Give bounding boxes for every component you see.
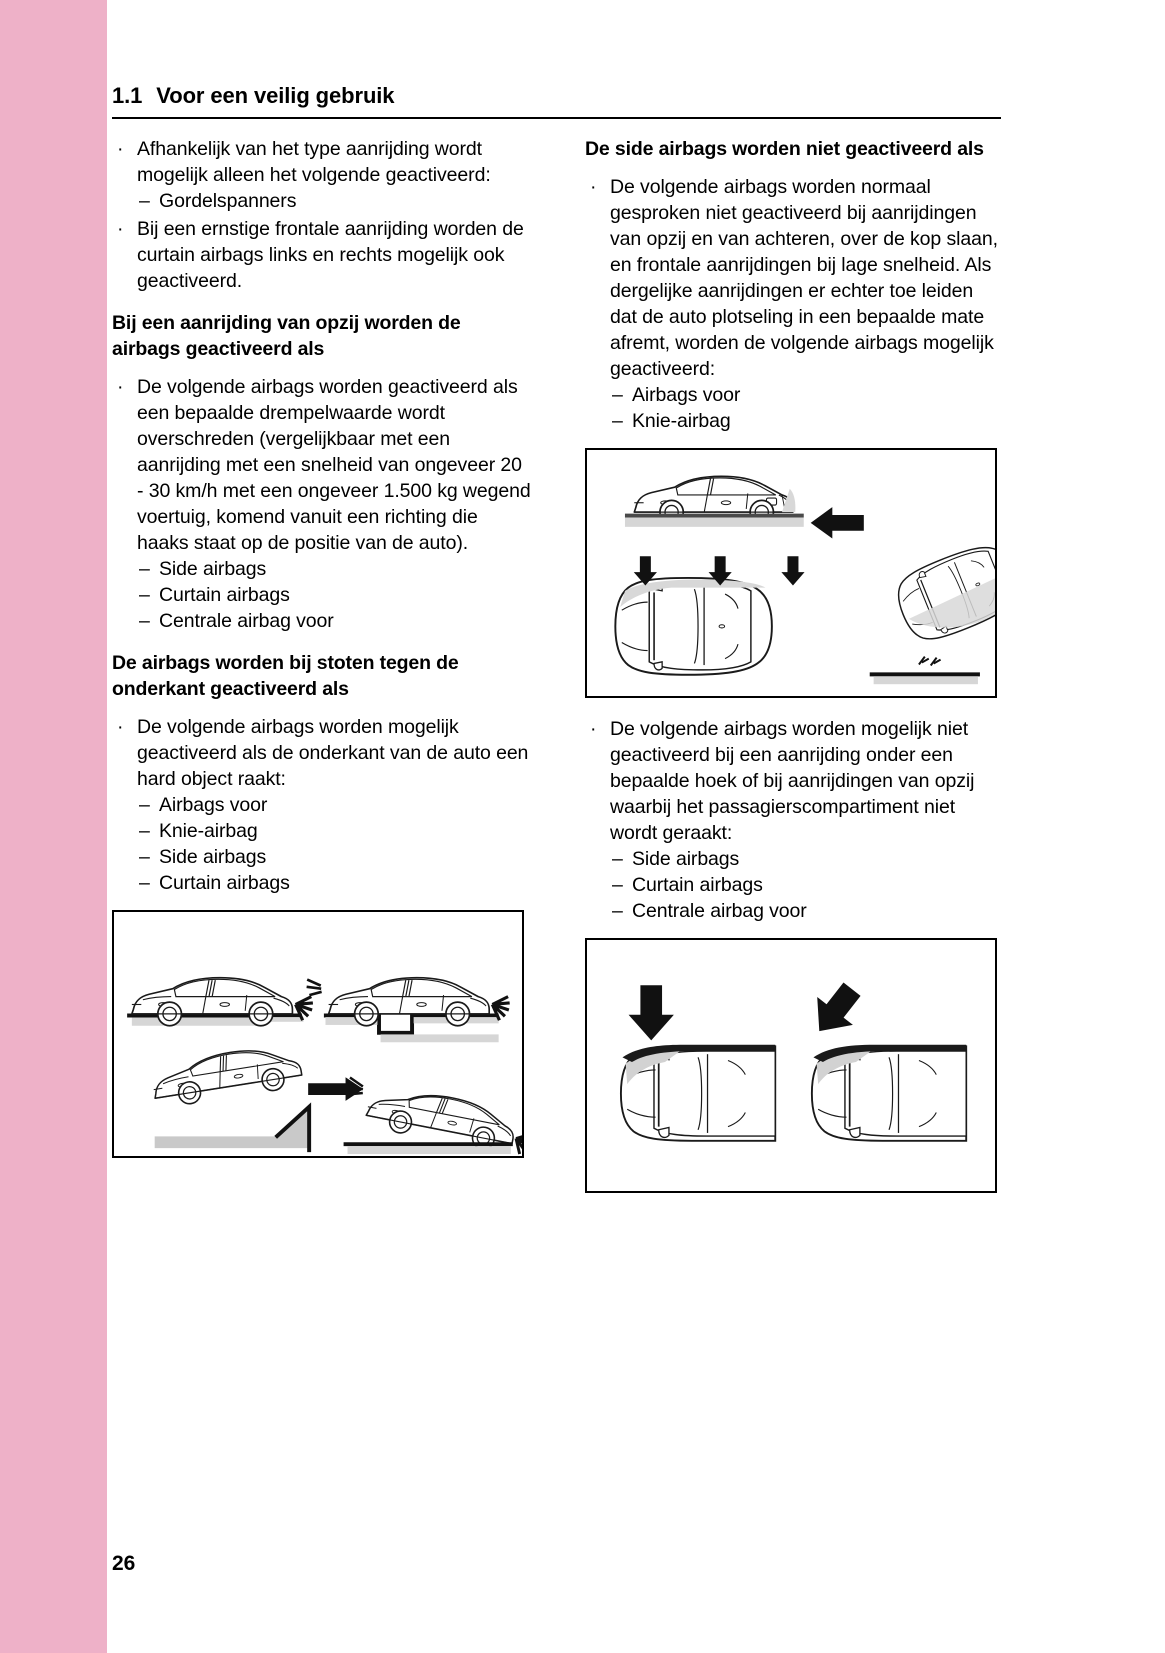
header-divider <box>112 117 1001 119</box>
sub-list-item <box>137 608 532 634</box>
list-item-text: De volgende airbags worden mogelijk niet geactiveerd bij een aanrijding onder een bepaalde hoek of bij aanrijdingen van opzij waarbij het passagierscompartiment niet wordt geraakt: <box>610 718 975 844</box>
dash-marker: – <box>139 820 150 842</box>
list-item <box>585 716 1005 924</box>
sub-list <box>137 556 532 634</box>
sub-list-item <box>137 870 532 896</box>
sub-list-item <box>610 898 1005 924</box>
left-bullet-list-3 <box>112 714 532 896</box>
sub-list-item-text: Curtain airbags <box>159 872 290 894</box>
dash-marker: – <box>612 384 623 406</box>
list-item <box>112 714 532 896</box>
left-bullet-list-1 <box>112 136 532 294</box>
bullet-marker: · <box>117 218 124 240</box>
dash-marker: – <box>139 872 150 894</box>
right-subheading-1: De side airbags worden niet geactiveerd als <box>585 138 984 160</box>
dash-marker: – <box>612 874 623 896</box>
list-item-text: Bij een ernstige frontale aanrijding worden de curtain airbags links en rechts mogelijk ook geactiveerd. <box>137 218 524 292</box>
sub-list-item-text: Knie-airbag <box>632 410 731 432</box>
dash-marker: – <box>139 846 150 868</box>
right-column <box>585 136 1005 1193</box>
bullet-marker: · <box>117 138 124 160</box>
sub-list-item-text: Curtain airbags <box>632 874 763 896</box>
list-item-text: De volgende airbags worden geactiveerd als een bepaalde drempelwaarde wordt overschreden (vergelijkbaar met een aanrijding met een snelheid van ongeveer 20 - 30 km/h met een ongeveer 1.500 kg wegend voertuig, komend vanuit een richting die haaks staat op de positie van de auto). <box>137 376 531 554</box>
section-number: 1.1 <box>112 83 143 108</box>
list-item <box>585 174 1005 434</box>
sub-list-item-text: Gordelspanners <box>159 190 297 212</box>
page-content <box>112 0 1165 1653</box>
section-title: Voor een veilig gebruik <box>156 83 395 108</box>
dash-marker: – <box>139 558 150 580</box>
underbody-impact-figure <box>112 910 524 1158</box>
sub-list-item <box>137 818 532 844</box>
list-item <box>112 136 532 214</box>
dash-marker: – <box>612 410 623 432</box>
sub-list-item <box>610 408 1005 434</box>
dash-marker: – <box>139 584 150 606</box>
page-number: 26 <box>112 1552 136 1575</box>
sub-list-item <box>610 846 1005 872</box>
bullet-marker: · <box>117 716 124 738</box>
left-column <box>112 136 532 1158</box>
sub-list-item-text: Airbags voor <box>632 384 741 406</box>
sub-list-item-text: Centrale airbag voor <box>632 900 807 922</box>
sub-list-item <box>137 582 532 608</box>
sub-list-item <box>137 556 532 582</box>
bullet-marker: · <box>590 176 597 198</box>
page-edge-accent-stripe <box>0 0 107 1653</box>
sub-list-item-text: Knie-airbag <box>159 820 258 842</box>
sub-list <box>610 846 1005 924</box>
left-subheading-2: De airbags worden bij stoten tegen de onderkant geactiveerd als <box>112 652 459 700</box>
bullet-marker: · <box>590 718 597 740</box>
sub-list-item <box>610 382 1005 408</box>
dash-marker: – <box>612 848 623 870</box>
dash-marker: – <box>612 900 623 922</box>
sub-list-item-text: Centrale airbag voor <box>159 610 334 632</box>
sub-list-item-text: Side airbags <box>632 848 740 870</box>
right-bullet-list-2 <box>585 716 1005 924</box>
dash-marker: – <box>139 794 150 816</box>
dash-marker: – <box>139 190 150 212</box>
page-title <box>112 83 1001 109</box>
sub-list <box>137 792 532 896</box>
list-item-text: Afhankelijk van het type aanrijding wordt mogelijk alleen het volgende geactiveerd: <box>137 138 491 186</box>
sub-list-item <box>137 844 532 870</box>
left-bullet-list-2 <box>112 374 532 634</box>
angled-impact-figure <box>585 938 997 1193</box>
dash-marker: – <box>139 610 150 632</box>
list-item-text: De volgende airbags worden mogelijk geactiveerd als de onderkant van de auto een hard object raakt: <box>137 716 529 790</box>
sub-list-item-text: Airbags voor <box>159 794 268 816</box>
sub-list-item <box>137 792 532 818</box>
left-subheading-1: Bij een aanrijding van opzij worden de airbags geactiveerd als <box>112 312 461 360</box>
sub-list-item-text: Side airbags <box>159 846 267 868</box>
sub-list-item <box>137 188 532 214</box>
sub-list-item <box>610 872 1005 898</box>
sub-list-item-text: Curtain airbags <box>159 584 290 606</box>
sub-list <box>610 382 1005 434</box>
list-item <box>112 216 532 294</box>
sub-list-item-text: Side airbags <box>159 558 267 580</box>
rear-impact-rollover-figure <box>585 448 997 698</box>
list-item <box>112 374 532 634</box>
list-item-text: De volgende airbags worden normaal gesproken niet geactiveerd bij aanrijdingen van opzij en van achteren, over de kop slaan, en frontale aanrijdingen bij lage snelheid. Als dergelijke aanrijdingen er echter toe leiden dat de auto plotseling in een bepaalde mate afremt, worden de volgende airbags mogelijk geactiveerd: <box>610 176 998 380</box>
bullet-marker: · <box>117 376 124 398</box>
sub-list <box>137 188 532 214</box>
right-bullet-list-1 <box>585 174 1005 434</box>
